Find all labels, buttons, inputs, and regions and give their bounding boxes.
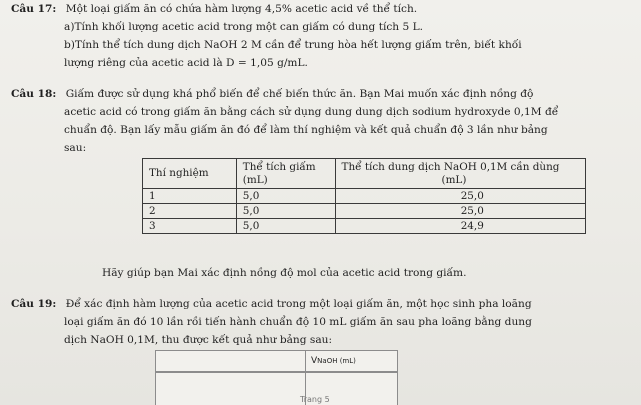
q19-line-2: loại giấm ăn đó 10 lần rồi tiến hành chuẩn độ 10 mL giấm ăn sau pha loãng bằng dung bbox=[64, 316, 532, 328]
q17-line-4: lượng riêng của acetic acid là D = 1,05 g/mL. bbox=[64, 57, 308, 69]
cell-experiment: 1 bbox=[143, 189, 237, 204]
q18-line-1 bbox=[11, 88, 533, 101]
q17-line-3: b)Tính thể tích dung dịch NaOH 2 M cần để trung hòa hết lượng giấm trên, biết khối bbox=[64, 39, 522, 51]
header-naoh-volume bbox=[335, 159, 585, 189]
q18-number: Câu 18: bbox=[11, 88, 57, 100]
q18-line-4: sau: bbox=[64, 142, 87, 154]
header-naoh-volume-line-1: Thể tích dung dịch NaOH 0,1M cần dùng bbox=[341, 160, 560, 173]
cell-experiment: 2 bbox=[143, 204, 237, 219]
q19-line-3: dịch NaOH 0,1M, thu được kết quả như bảng sau: bbox=[64, 334, 333, 346]
q19-number: Câu 19: bbox=[11, 298, 57, 310]
q19-table-header bbox=[155, 350, 398, 372]
q18-line-3: chuẩn độ. Bạn lấy mẫu giấm ăn đó để làm thí nghiệm và kết quả chuẩn độ 3 lần như bảng bbox=[64, 124, 548, 136]
q19-table-body bbox=[155, 372, 398, 405]
q19-line-1 bbox=[11, 298, 532, 311]
q18-question: Hãy giúp bạn Mai xác định nồng độ mol của acetic acid trong giấm. bbox=[102, 267, 467, 279]
cell-vinegar: 5,0 bbox=[236, 204, 335, 219]
page-footer: Trang 5 bbox=[300, 395, 330, 404]
q19-header-v-subscript: NaOH (mL) bbox=[317, 357, 356, 365]
q19-text-1: Để xác định hàm lượng của acetic acid trong một loại giấm ăn, một học sinh pha loãng bbox=[65, 298, 532, 310]
q17-number: Câu 17: bbox=[11, 3, 57, 15]
cell-vinegar: 5,0 bbox=[236, 219, 335, 234]
table-row bbox=[143, 204, 586, 219]
table-row bbox=[143, 189, 586, 204]
cell-naoh: 25,0 bbox=[335, 204, 585, 219]
q19-header-v-symbol: V bbox=[311, 356, 318, 366]
q19-table-divider bbox=[305, 350, 306, 372]
titration-table bbox=[142, 158, 586, 234]
q17-text-1: Một loại giấm ăn có chứa hàm lượng 4,5% acetic acid về thể tích. bbox=[65, 3, 418, 15]
q18-text-1: Giấm được sử dụng khá phổ biến để chế biến thức ăn. Bạn Mai muốn xác định nồng độ bbox=[65, 88, 534, 100]
cell-naoh: 24,9 bbox=[335, 219, 585, 234]
q17-line-2: a)Tính khối lượng acetic acid trong một can giấm có dung tích 5 L. bbox=[64, 21, 423, 33]
table-row bbox=[143, 219, 586, 234]
header-naoh-volume-line-2: (mL) bbox=[441, 173, 467, 186]
cell-vinegar: 5,0 bbox=[236, 189, 335, 204]
cell-experiment: 3 bbox=[143, 219, 237, 234]
header-experiment: Thí nghiệm bbox=[143, 159, 237, 189]
header-vinegar-volume: Thể tích giấm (mL) bbox=[236, 159, 335, 189]
q18-line-2: acetic acid có trong giấm ăn bằng cách sử dụng dung dung dịch sodium hydroxyde 0,1M để bbox=[64, 106, 559, 118]
cell-naoh: 25,0 bbox=[335, 189, 585, 204]
q17-line-1 bbox=[11, 3, 417, 16]
q19-header-v bbox=[311, 355, 356, 367]
table-header-row bbox=[143, 159, 586, 189]
